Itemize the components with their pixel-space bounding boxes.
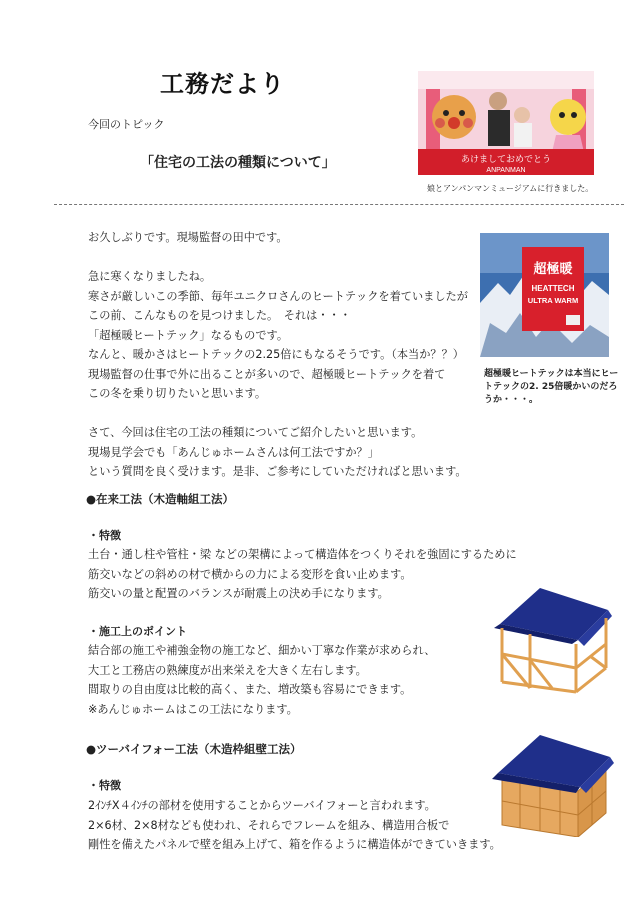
banner-subtext: ANPANMAN — [486, 167, 526, 174]
heattech-brand-en2: ULTRA WARM — [527, 296, 579, 305]
feature-line: 土台・通し柱や管柱・梁 などの架構によって構造体をつくりそれを強固にするために — [88, 548, 517, 561]
newsletter-title: 工務だより — [160, 70, 285, 98]
heattech-brand-jp: 超極暖 — [533, 262, 573, 277]
banner-text: あけましておめでとう — [460, 154, 552, 164]
point-line: ※あんじゅホームはこの工法になります。 — [88, 702, 298, 716]
section1-feature-text — [88, 545, 517, 604]
section2-heading: ●ツーバイフォー工法（木造枠組壁工法） — [86, 742, 302, 756]
point-line: 大工と工務店の熟練度が出来栄えを大きく左右します。 — [88, 663, 367, 677]
heattech-caption: 超極暖ヒートテックは本当にヒートテックの2. 25倍暖かいのだろうか・・・。 — [484, 369, 619, 405]
photo-caption: 娘とアンパンマンミュージアムに行きました。 — [427, 184, 594, 193]
intro-line: この冬を乗り切りたいと思います。 — [88, 387, 267, 400]
intro-line: という質問を良く受けます。是非、ご参考にしていただければと思います。 — [88, 465, 467, 478]
section1-point-label: ・施工上のポイント — [88, 625, 187, 638]
topic-label: 今回のトピック — [88, 118, 165, 131]
section2-feature-label: ・特徴 — [88, 779, 121, 792]
topic-title: 「住宅の工法の種類について」 — [140, 155, 336, 171]
feature-line: 2ｲﾝﾁX４ｲﾝﾁの部材を使用することからツーバイフォーと言われます。 — [88, 799, 436, 812]
family-photo — [418, 71, 594, 175]
intro-line: なんと、暖かさはヒートテックの2.25倍にもなるそうです。（本当か？？） — [88, 348, 464, 361]
intro-line: 現場監督の仕事で外に出ることが多いので、超極暖ヒートテックを着て — [88, 367, 446, 381]
intro-line: お久しぶりです。現場監督の田中です。 — [88, 231, 288, 244]
intro-line: この前、こんなものを見つけました。 それは・・・ — [88, 309, 351, 322]
feature-line: 筋交いの量と配置のバランスが耐震上の決め手になります。 — [88, 587, 389, 600]
intro-line: さて、今回は住宅の工法の種類についてご紹介したいと思います。 — [88, 426, 423, 439]
section1-feature-label: ・特徴 — [88, 529, 121, 542]
feature-line: 筋交いなどの斜めの材で横からの力による変形を食い止めます。 — [88, 567, 412, 581]
timber-frame-house-illustration — [480, 584, 620, 694]
point-line: 間取りの自由度は比較的高く、また、増改築も容易にできます。 — [88, 683, 412, 696]
heattech-brand-en1: HEATTECH — [531, 284, 575, 293]
section2-feature-text — [88, 796, 501, 855]
feature-line: 剛性を備えたパネルで壁を組み上げて、箱を作るように構造体ができていきます。 — [88, 838, 501, 851]
section1-point-text — [88, 641, 436, 719]
heattech-image — [480, 233, 609, 357]
intro-line — [88, 248, 468, 268]
intro-text — [88, 228, 468, 482]
intro-line — [88, 404, 468, 424]
divider — [54, 204, 624, 205]
section1-heading: ●在来工法（木造軸組工法） — [86, 492, 235, 506]
intro-line: 急に寒くなりましたね。 — [88, 270, 212, 283]
intro-line: 現場見学会でも「あんじゅホームさんは何工法ですか？」 — [88, 445, 379, 459]
point-line: 結合部の施工や補強金物の施工など、細かい丁寧な作業が求められ、 — [88, 644, 436, 657]
feature-line: 2×6材、2×8材なども使われ、それらでフレームを組み、構造用合板で — [88, 818, 450, 832]
two-by-four-house-illustration — [480, 727, 620, 837]
intro-line: 寒さが厳しいこの季節、毎年ユニクロさんのヒートテックを着ていましたが — [88, 289, 468, 303]
intro-line: 「超極暖ヒートテック」なるものです。 — [88, 328, 289, 342]
